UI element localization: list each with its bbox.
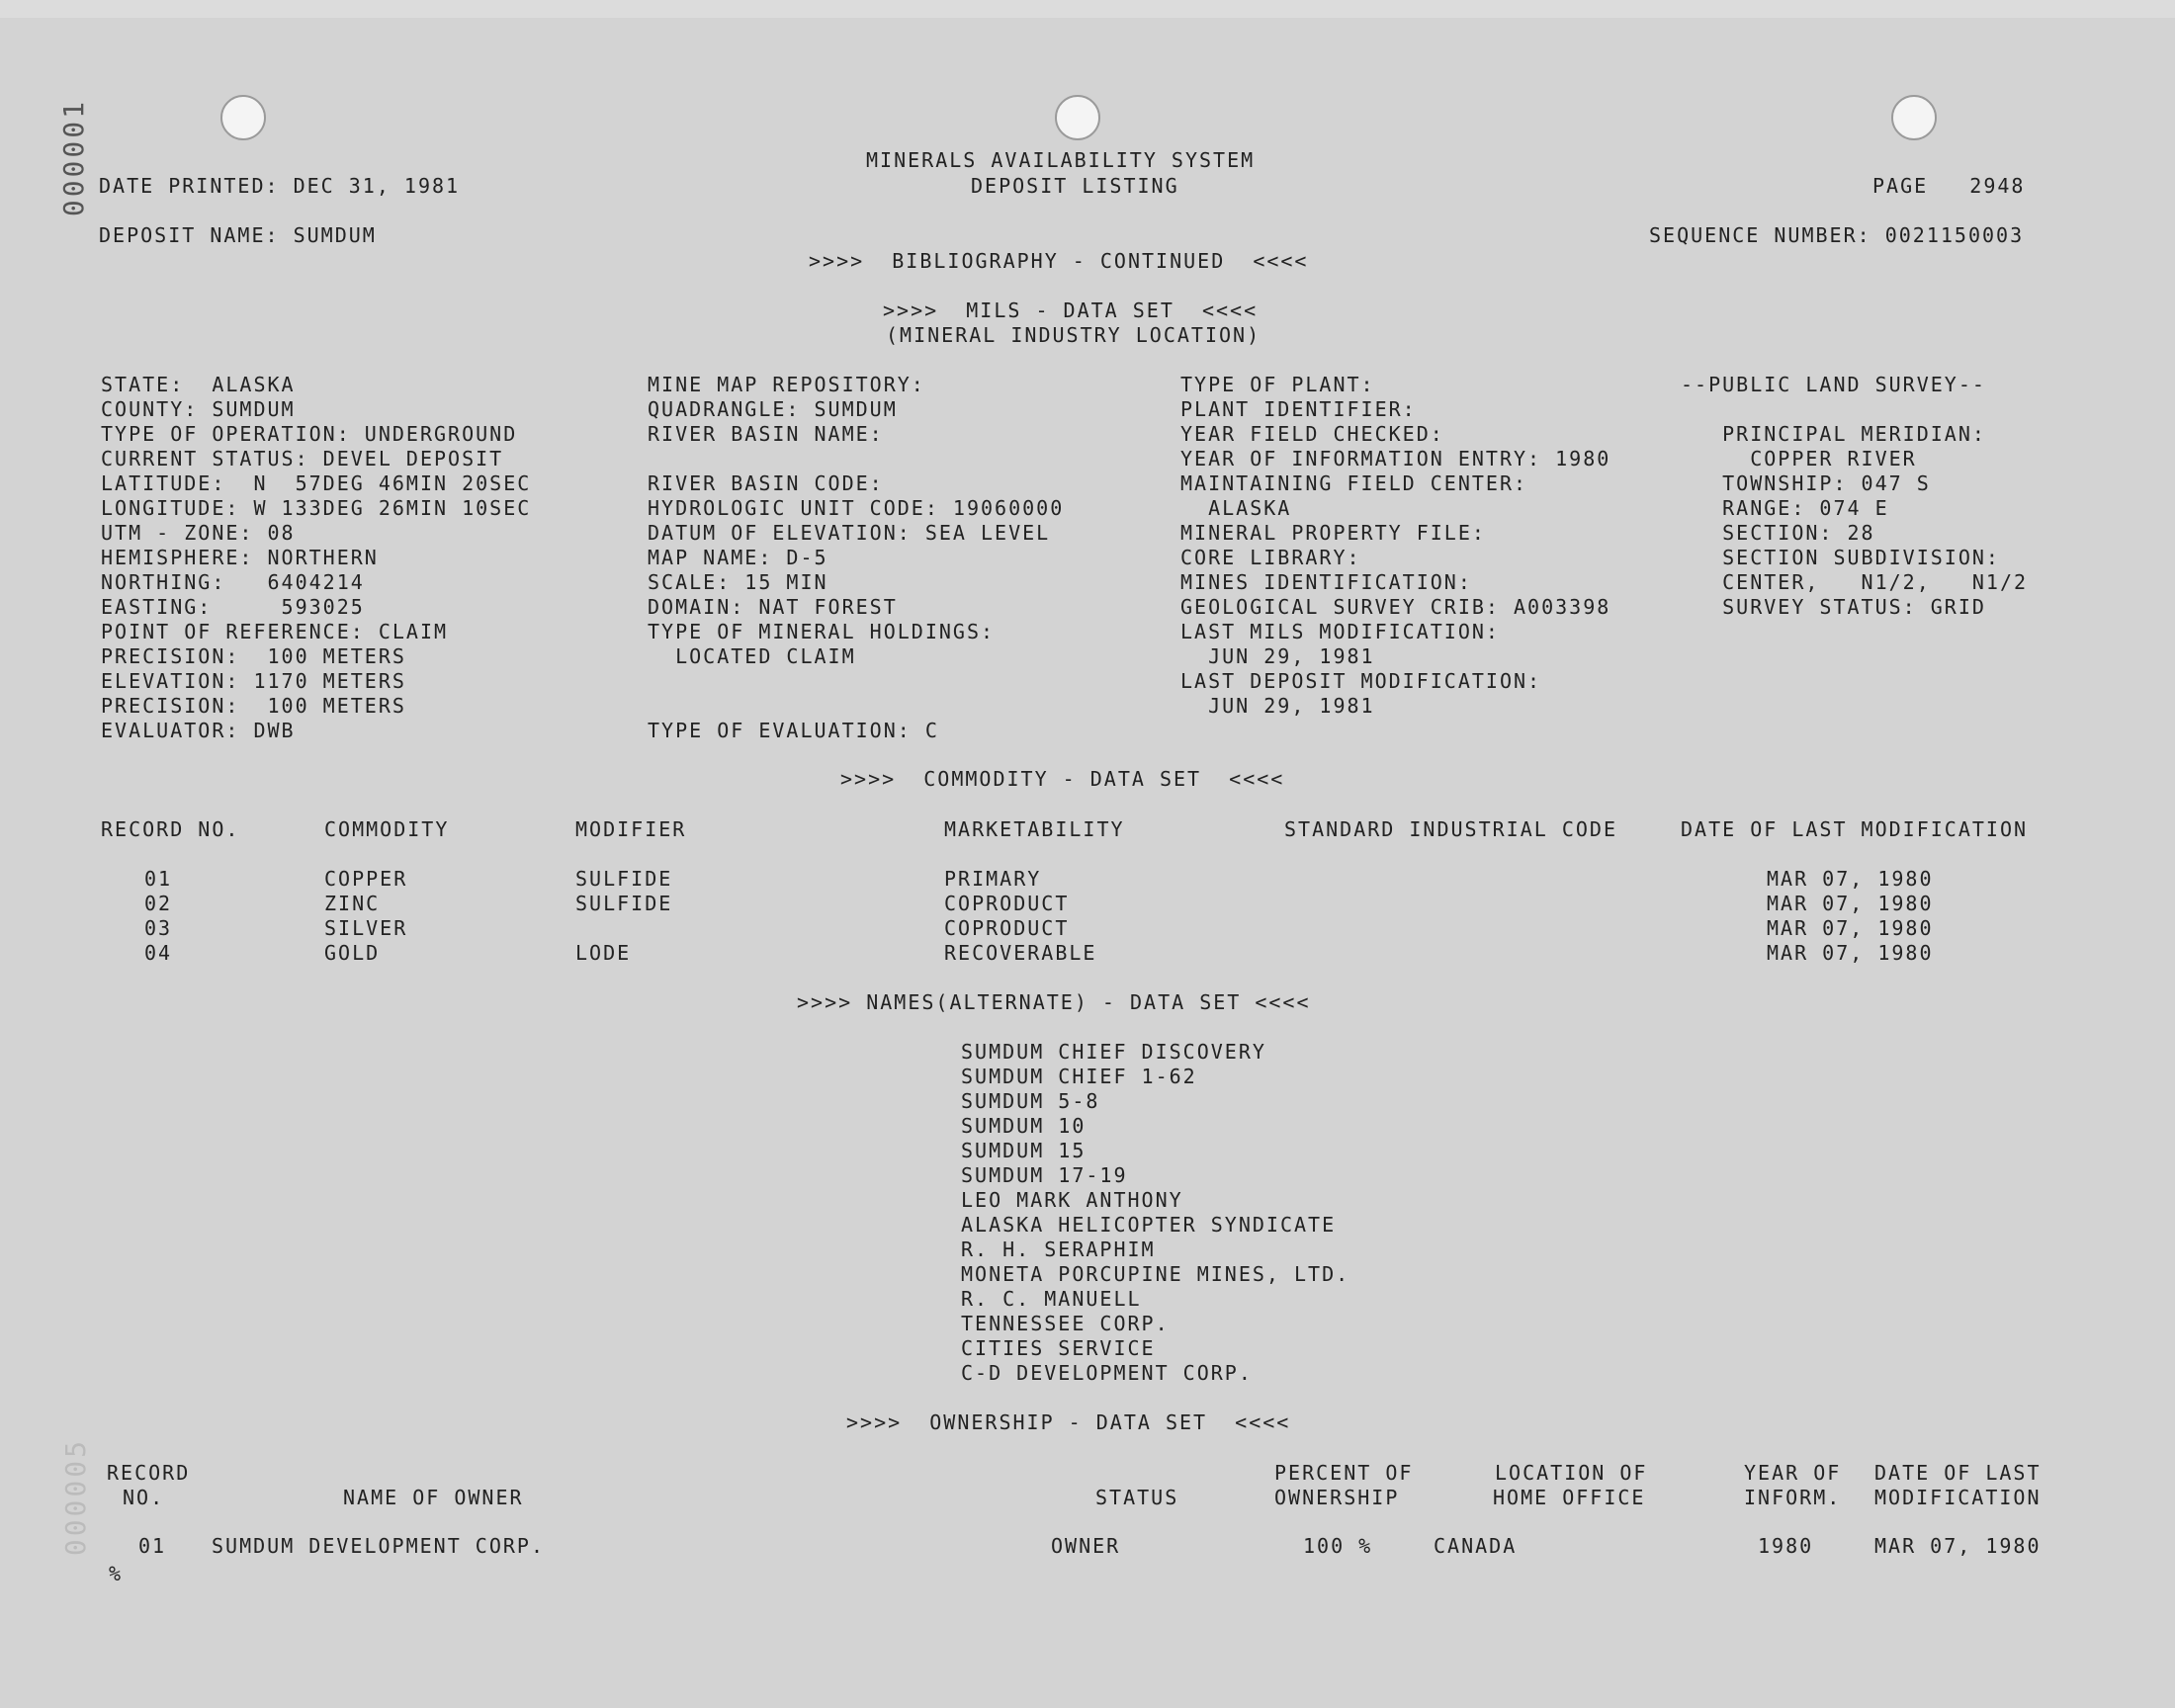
- col-marketability: MARKETABILITY: [944, 817, 1125, 841]
- mils-field: MINES IDENTIFICATION:: [1180, 570, 1472, 594]
- mils-field: ALASKA: [1180, 496, 1292, 520]
- mils-field: RIVER BASIN NAME:: [648, 422, 884, 446]
- commodity-name: ZINC: [324, 892, 381, 915]
- survey-field: SECTION: 28: [1681, 521, 1875, 545]
- commodity-name: SILVER: [324, 916, 408, 940]
- sequence-number: SEQUENCE NUMBER: 0021150003: [1649, 223, 2025, 247]
- commodity-row: [0, 916, 2175, 941]
- survey-field: [1681, 397, 2028, 422]
- survey-field: PRINCIPAL MERIDIAN:: [1681, 422, 1986, 446]
- public-land-survey-column: [1681, 373, 2028, 620]
- commodity-heading: >>>> COMMODITY - DATA SET <<<<: [840, 767, 1285, 791]
- mils-field: LAST DEPOSIT MODIFICATION:: [1180, 669, 1542, 693]
- names-heading: >>>> NAMES(ALTERNATE) - DATA SET <<<<: [797, 990, 1311, 1014]
- mils-subheading: (MINERAL INDUSTRY LOCATION): [886, 323, 1262, 347]
- record-number: 01: [138, 1534, 167, 1558]
- col-sic: STANDARD INDUSTRIAL CODE: [1284, 817, 1617, 841]
- commodity-name: GOLD: [324, 941, 381, 965]
- system-title: MINERALS AVAILABILITY SYSTEM: [866, 148, 1256, 172]
- owner-name: SUMDUM DEVELOPMENT CORP.: [212, 1534, 545, 1558]
- col-year: YEAR OF: [1744, 1461, 1842, 1485]
- marketability: COPRODUCT: [944, 916, 1070, 940]
- alternate-name: CITIES SERVICE: [961, 1336, 1156, 1360]
- alternate-name: SUMDUM 10: [961, 1114, 1087, 1138]
- mils-field: HEMISPHERE: NORTHERN: [101, 546, 379, 569]
- ownership-header-row: [0, 1461, 2175, 1510]
- mils-field: JUN 29, 1981: [1180, 644, 1375, 668]
- survey-field: SECTION SUBDIVISION:: [1681, 546, 2000, 569]
- mils-field: [648, 669, 1064, 694]
- survey-field: COPPER RIVER: [1681, 447, 1917, 470]
- alternate-name: TENNESSEE CORP.: [961, 1312, 1170, 1335]
- mils-field: EASTING: 593025: [101, 595, 365, 619]
- mils-location-column: [101, 373, 531, 743]
- home-office-location: CANADA: [1434, 1534, 1518, 1558]
- mils-field: MINERAL PROPERTY FILE:: [1180, 521, 1486, 545]
- mils-field: JUN 29, 1981: [1180, 694, 1375, 718]
- mils-field: TYPE OF PLANT:: [1180, 373, 1375, 396]
- mils-field: TYPE OF MINERAL HOLDINGS:: [648, 620, 996, 643]
- mils-field: STATE: ALASKA: [101, 373, 296, 396]
- mils-field: MAP NAME: D-5: [648, 546, 828, 569]
- mils-field: TYPE OF OPERATION: UNDERGROUND: [101, 422, 518, 446]
- col-inform: INFORM.: [1744, 1486, 1842, 1509]
- mils-field: GEOLOGICAL SURVEY CRIB: A003398: [1180, 595, 1611, 619]
- col-commodity: COMMODITY: [324, 817, 450, 841]
- col-percent: PERCENT OF: [1274, 1461, 1414, 1485]
- survey-field: TOWNSHIP: 047 S: [1681, 471, 1931, 495]
- page-number: PAGE 2948: [1872, 174, 2026, 198]
- mils-field: YEAR OF INFORMATION ENTRY: 1980: [1180, 447, 1611, 470]
- mils-field: POINT OF REFERENCE: CLAIM: [101, 620, 449, 643]
- modification-date: MAR 07, 1980: [1767, 867, 1934, 891]
- commodity-row: [0, 867, 2175, 892]
- mils-field: SCALE: 15 MIN: [648, 570, 828, 594]
- margin-stamp: 000001: [57, 99, 90, 217]
- modifier: SULFIDE: [575, 867, 673, 891]
- alternate-name: SUMDUM CHIEF 1-62: [961, 1065, 1197, 1088]
- survey-field: CENTER, N1/2, N1/2: [1681, 570, 2029, 594]
- mils-field: YEAR FIELD CHECKED:: [1180, 422, 1444, 446]
- year-of-information: 1980: [1758, 1534, 1814, 1558]
- survey-field: --PUBLIC LAND SURVEY--: [1681, 373, 1986, 396]
- mils-field: CORE LIBRARY:: [1180, 546, 1361, 569]
- mils-field: RIVER BASIN CODE:: [648, 471, 884, 495]
- ownership-row: [0, 1534, 2175, 1559]
- mils-field: LOCATED CLAIM: [648, 644, 856, 668]
- mils-field: LAST MILS MODIFICATION:: [1180, 620, 1500, 643]
- record-number: 02: [144, 892, 173, 915]
- modifier: LODE: [575, 941, 632, 965]
- mils-field: CURRENT STATUS: DEVEL DEPOSIT: [101, 447, 504, 470]
- commodity-header-row: [0, 817, 2175, 842]
- mils-field: UTM - ZONE: 08: [101, 521, 296, 545]
- punch-hole-left: [220, 95, 266, 140]
- mils-field: LATITUDE: N 57DEG 46MIN 20SEC: [101, 471, 532, 495]
- col-status: STATUS: [1095, 1486, 1179, 1509]
- modification-date: MAR 07, 1980: [1767, 892, 1934, 915]
- alternate-name: LEO MARK ANTHONY: [961, 1188, 1183, 1212]
- mils-field: [648, 694, 1064, 719]
- alternate-names-list: [961, 1040, 1349, 1386]
- col-record: RECORD: [107, 1461, 191, 1485]
- alternate-name: SUMDUM 15: [961, 1139, 1087, 1162]
- alternate-name: C-D DEVELOPMENT CORP.: [961, 1361, 1253, 1385]
- mils-field: QUADRANGLE: SUMDUM: [648, 397, 898, 421]
- mils-field: DATUM OF ELEVATION: SEA LEVEL: [648, 521, 1051, 545]
- mils-field: DOMAIN: NAT FOREST: [648, 595, 898, 619]
- margin-stamp-faint: 000005: [59, 1438, 92, 1557]
- ownership-heading: >>>> OWNERSHIP - DATA SET <<<<: [846, 1410, 1291, 1434]
- marketability: RECOVERABLE: [944, 941, 1097, 965]
- alternate-name: SUMDUM 5-8: [961, 1089, 1100, 1113]
- punch-hole-center: [1055, 95, 1100, 140]
- mils-field: EVALUATOR: DWB: [101, 719, 296, 742]
- marketability: COPRODUCT: [944, 892, 1070, 915]
- ownership-percent: 100 %: [1303, 1534, 1373, 1558]
- punch-hole-right: [1891, 95, 1937, 140]
- modification-date: MAR 07, 1980: [1874, 1534, 2042, 1558]
- mils-field: MINE MAP REPOSITORY:: [648, 373, 925, 396]
- mils-field: PRECISION: 100 METERS: [101, 694, 406, 718]
- alternate-name: ALASKA HELICOPTER SYNDICATE: [961, 1213, 1337, 1237]
- end-of-record-mark: %: [109, 1562, 124, 1585]
- col-modification: MODIFICATION: [1874, 1486, 2042, 1509]
- col-ownership: OWNERSHIP: [1274, 1486, 1400, 1509]
- col-record-no: RECORD NO.: [101, 817, 240, 841]
- commodity-row: [0, 892, 2175, 916]
- record-number: 04: [144, 941, 173, 965]
- mils-field: HYDROLOGIC UNIT CODE: 19060000: [648, 496, 1065, 520]
- commodity-row: [0, 941, 2175, 966]
- col-name-of-owner: NAME OF OWNER: [343, 1486, 524, 1509]
- survey-field: RANGE: 074 E: [1681, 496, 1889, 520]
- mils-field: TYPE OF EVALUATION: C: [648, 719, 939, 742]
- mils-field: COUNTY: SUMDUM: [101, 397, 296, 421]
- col-home-office: HOME OFFICE: [1493, 1486, 1646, 1509]
- alternate-name: SUMDUM CHIEF DISCOVERY: [961, 1040, 1266, 1064]
- mils-field: ELEVATION: 1170 METERS: [101, 669, 406, 693]
- col-modifier: MODIFIER: [575, 817, 687, 841]
- mils-plant-column: [1180, 373, 1610, 719]
- record-number: 03: [144, 916, 173, 940]
- col-date-of-last: DATE OF LAST: [1874, 1461, 2042, 1485]
- col-record-no: NO.: [123, 1486, 165, 1509]
- commodity-name: COPPER: [324, 867, 408, 891]
- mils-field: PLANT IDENTIFIER:: [1180, 397, 1417, 421]
- bibliography-heading: >>>> BIBLIOGRAPHY - CONTINUED <<<<: [809, 249, 1309, 273]
- mils-map-column: [648, 373, 1064, 743]
- mils-field: NORTHING: 6404214: [101, 570, 365, 594]
- mils-heading: >>>> MILS - DATA SET <<<<: [883, 299, 1259, 322]
- modifier: SULFIDE: [575, 892, 673, 915]
- mils-field: PRECISION: 100 METERS: [101, 644, 406, 668]
- alternate-name: R. H. SERAPHIM: [961, 1238, 1156, 1261]
- record-number: 01: [144, 867, 173, 891]
- alternate-name: SUMDUM 17-19: [961, 1163, 1128, 1187]
- modification-date: MAR 07, 1980: [1767, 941, 1934, 965]
- col-date-last-modification: DATE OF LAST MODIFICATION: [1681, 817, 2029, 841]
- listing-title: DEPOSIT LISTING: [971, 174, 1179, 198]
- alternate-name: MONETA PORCUPINE MINES, LTD.: [961, 1262, 1350, 1286]
- col-location: LOCATION OF: [1495, 1461, 1648, 1485]
- deposit-name: DEPOSIT NAME: SUMDUM: [99, 223, 377, 247]
- mils-field: MAINTAINING FIELD CENTER:: [1180, 471, 1528, 495]
- mils-field: [648, 447, 1064, 471]
- marketability: PRIMARY: [944, 867, 1042, 891]
- modification-date: MAR 07, 1980: [1767, 916, 1934, 940]
- date-printed: DATE PRINTED: DEC 31, 1981: [99, 174, 461, 198]
- owner-status: OWNER: [1051, 1534, 1121, 1558]
- survey-field: SURVEY STATUS: GRID: [1681, 595, 1986, 619]
- alternate-name: R. C. MANUELL: [961, 1287, 1142, 1311]
- mils-field: LONGITUDE: W 133DEG 26MIN 10SEC: [101, 496, 532, 520]
